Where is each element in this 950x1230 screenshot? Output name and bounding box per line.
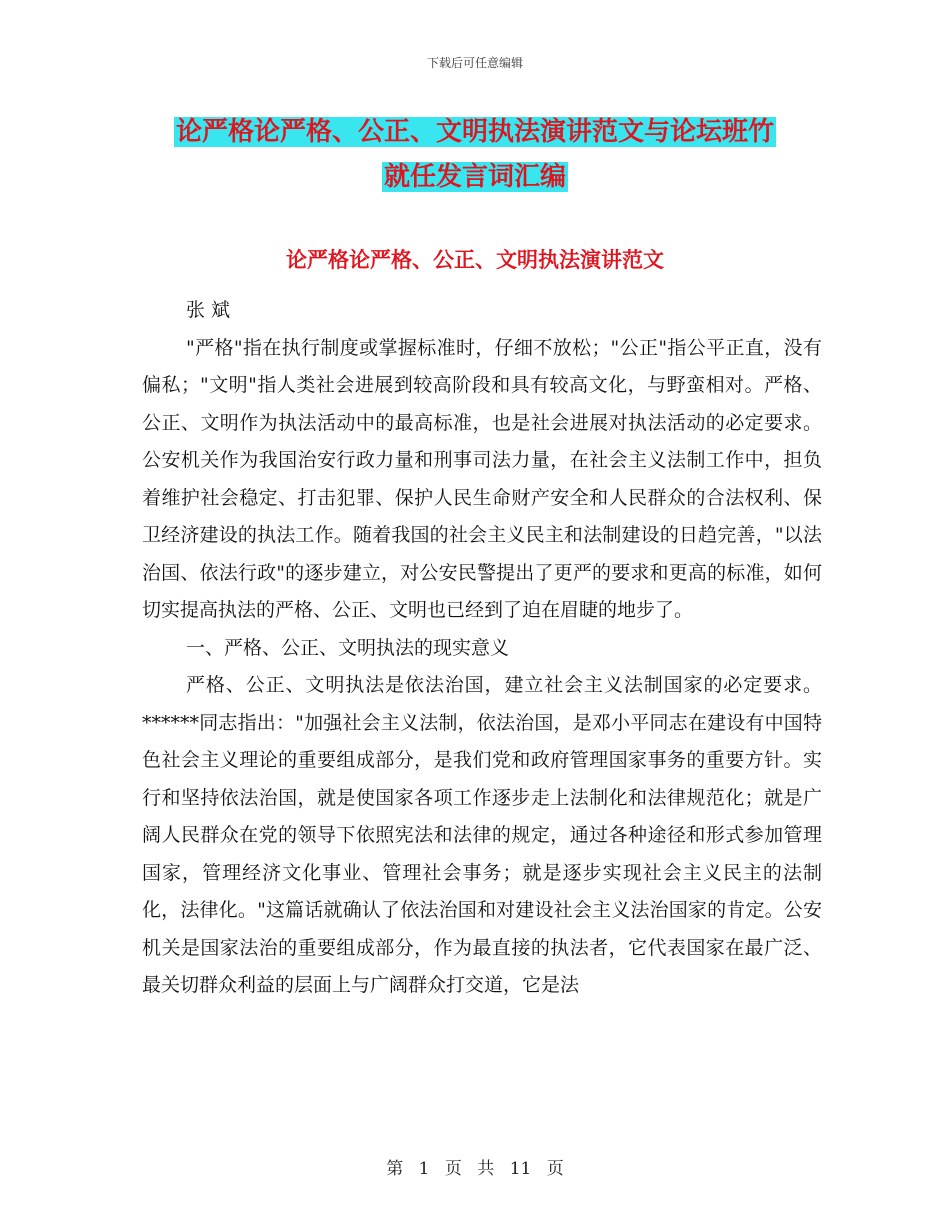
page-label-prefix: 第 bbox=[386, 1159, 404, 1179]
paragraph-2: 严格、公正、文明执法是依法治国，建立社会主义法制国家的必定要求。******同志指出："加强社会主义法制，依法治国，是邓小平同志在建设有中国特色社会主义理论的重要组成部分，是我们党和政府管理国家事务的重要方针。实行和坚持依法治国，就是使国家各项工作逐步走上法制化和法律规范化；就是广阔人民群众在党的领导下依照宪法和法律的规定，通过各种途径和形式参加管理国家，管理经济文化事业、管理社会事务；就是逐步实现社会主义民主的法制化，法律化。"这篇话就确认了依法治国和对建设社会主义法治国家的肯定。公安机关是国家法治的重要组成部分，作为最直接的执法者，它代表国家在最广泛、最关切群众利益的层面上与广阔群众打交道，它是法 bbox=[142, 674, 822, 996]
header-note: 下载后可任意编辑 bbox=[426, 56, 523, 70]
page-label-mid: 页 bbox=[444, 1159, 462, 1179]
heading-1: 一、严格、公正、文明执法的现实意义 bbox=[186, 636, 510, 659]
page-label-suffix: 页 bbox=[546, 1159, 564, 1179]
page-current: 1 bbox=[418, 1159, 430, 1179]
paragraph-1: "严格"指在执行制度或掌握标准时，仔细不放松；"公正"指公平正直，没有偏私；"文明"指人类社会进展到较高阶段和具有较高文化，与野蛮相对。严格、公正、文明作为执法活动中的最高标准，也是社会进展对执法活动的必定要求。公安机关作为我国治安行政力量和刑事司法力量，在社会主义法制工作中，担负着维护社会稳定、打击犯罪、保护人民生命财产安全和人民群众的合法权利、保卫经济建设的执法工作。随着我国的社会主义民主和法制建设的日趋完善，"以法治国、依法行政"的逐步建立，对公安民警提出了更严的要求和更高的标准，如何切实提高执法的严格、公正、文明也已经到了迫在眉睫的地步了。 bbox=[142, 336, 822, 621]
section-title: 论严格论严格、公正、文明执法演讲范文 bbox=[286, 247, 664, 272]
author-name: 张 斌 bbox=[186, 299, 231, 321]
total-label: 共 bbox=[477, 1159, 495, 1179]
title-line-2: 就任发言词汇编 bbox=[383, 162, 566, 192]
page-total: 11 bbox=[509, 1159, 532, 1179]
title-line-1: 论严格论严格、公正、文明执法演讲范文与论坛班竹 bbox=[175, 117, 774, 147]
page-footer bbox=[0, 1154, 950, 1179]
document-title bbox=[0, 110, 950, 200]
body-text bbox=[142, 292, 822, 1005]
